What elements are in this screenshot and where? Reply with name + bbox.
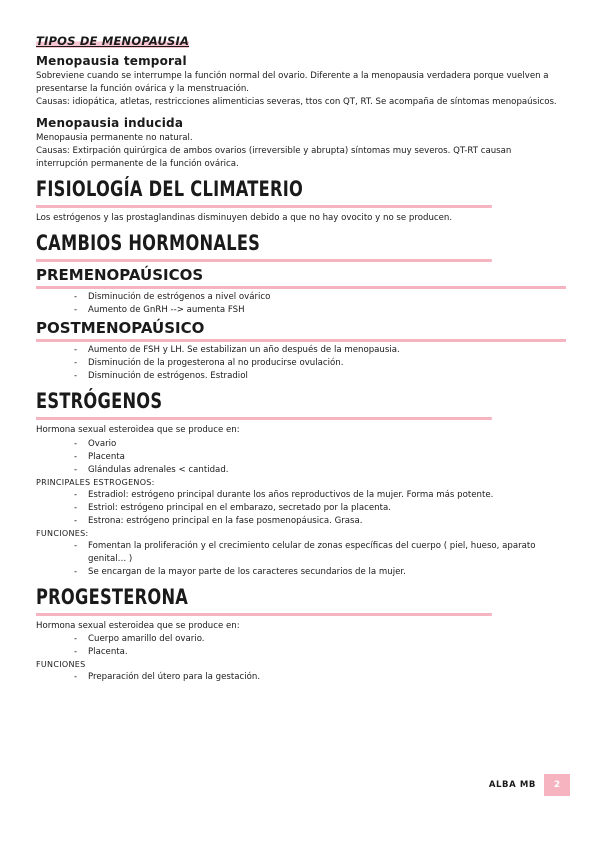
list-principales (36, 489, 566, 528)
subheading-inducida: Menopausia inducida (36, 115, 184, 130)
heading-estrogenos: ESTRÓGENOS (36, 389, 492, 420)
page-number-badge: 2 (544, 774, 570, 796)
list-estrogenos-sources (36, 438, 566, 477)
list-item: - Estrona: estrógeno principal en la fase posmenopáusica. Grasa. (74, 515, 566, 528)
list-item: - Ovario (74, 438, 566, 451)
author-name: ALBA MB (488, 780, 536, 790)
list-funciones-estrogenos (36, 540, 566, 579)
section-title-tipos: TIPOS DE MENOPAUSIA (36, 34, 190, 48)
heading-postmenopausico: POSTMENOPAÚSICO (36, 319, 566, 342)
heading-progesterona: PROGESTERONA (36, 585, 492, 616)
heading-cambios-hormonales: CAMBIOS HORMONALES (36, 231, 492, 262)
label-principales: PRINCIPALES ESTROGENOS: (36, 477, 155, 487)
list-item: - Estriol: estrógeno principal en el embarazo, secretado por la placenta. (74, 502, 566, 515)
list-item: - Preparación del útero para la gestación. (74, 671, 566, 684)
list-item: - Placenta. (74, 646, 566, 659)
heading-fisiologia: FISIOLOGÍA DEL CLIMATERIO (36, 177, 492, 208)
list-item: - Disminución de estrógenos a nivel ovárico (74, 291, 566, 304)
list-item: - Aumento de FSH y LH. Se estabilizan un año después de la menopausia. (74, 344, 566, 357)
list-item: - Disminución de estrógenos. Estradiol (74, 370, 566, 383)
list-progesterona-sources (36, 633, 566, 659)
page-content (36, 30, 566, 684)
subheading-temporal: Menopausia temporal (36, 54, 187, 68)
heading-premenopausicos: PREMENOPAÚSICOS (36, 266, 566, 289)
label-funciones: FUNCIONES: (36, 528, 89, 538)
label-funciones-progesterona: FUNCIONES (36, 659, 86, 669)
list-item: - Cuerpo amarillo del ovario. (74, 633, 566, 646)
list-item: - Disminución de la progesterona al no producirse ovulación. (74, 357, 566, 370)
list-item: - Se encargan de la mayor parte de los caracteres secundarios de la mujer. (74, 566, 566, 579)
list-item: - Estradiol: estrógeno principal durante los años reproductivos de la mujer. Forma más potente. (74, 489, 566, 502)
paragraph: Los estrógenos y las prostaglandinas disminuyen debido a que no hay ovocito y no se producen. (36, 213, 453, 224)
list-item: - Fomentan la proliferación y el crecimiento celular de zonas específicas del cuerpo ( piel, hueso, aparato genital… ) (74, 540, 566, 566)
list-premenopausicos (36, 291, 566, 317)
list-item: - Placenta (74, 451, 566, 464)
paragraph: Causas: idiopática, atletas, restricciones alimenticias severas, ttos con QT, RT. Se acompaña de síntomas menopaúsicos. (36, 97, 557, 108)
page-footer (489, 774, 570, 796)
paragraph: Hormona sexual esteroidea que se produce en: (36, 620, 240, 631)
paragraph: Hormona sexual esteroidea que se produce en: (36, 425, 240, 436)
list-funciones-progesterona (36, 671, 566, 684)
paragraph: Menopausia permanente no natural. (36, 132, 193, 143)
paragraph: Sobreviene cuando se interrumpe la función normal del ovario. Diferente a la menopausia verdadera porque vuelven a presentarse la función ovárica y la menstruación. (36, 71, 549, 95)
paragraph: Causas: Extirpación quirúrgica de ambos ovarios (irreversible y abrupta) síntomas muy severos. QT-RT causan interrupción permanente de la función ovárica. (36, 145, 512, 170)
list-item: - Glándulas adrenales < cantidad. (74, 464, 566, 477)
list-postmenopausico (36, 344, 566, 383)
list-item: - Aumento de GnRH --> aumenta FSH (74, 304, 566, 317)
